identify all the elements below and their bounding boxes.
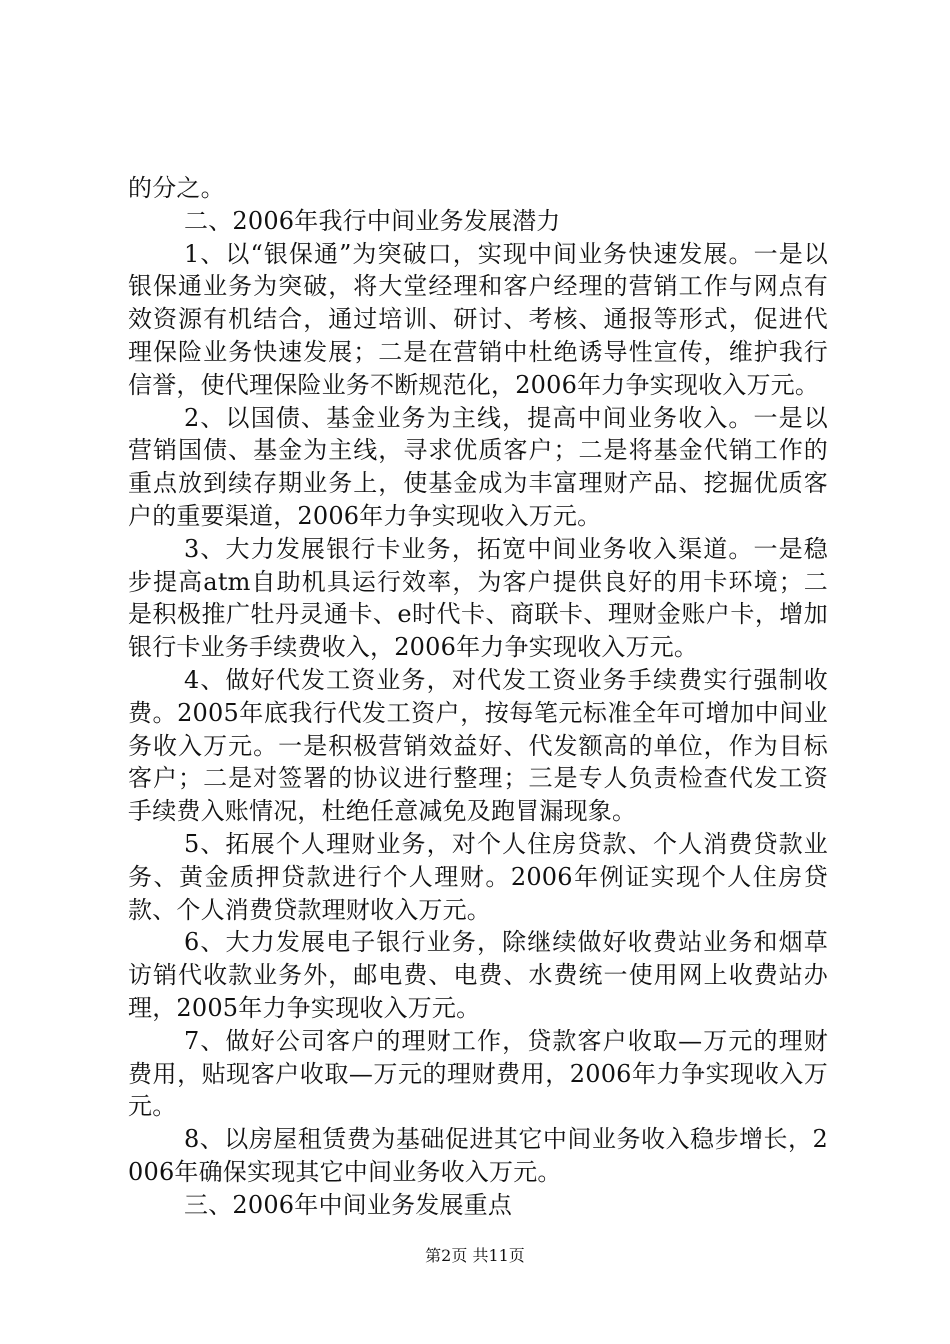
paragraph-item-7: 7、做好公司客户的理财工作，贷款客户收取—万元的理财费用，贴现客户收取—万元的理财费用，2006年力争实现收入万元。 [128,1026,828,1121]
document-body [128,172,828,1222]
paragraph-item-2: 2、以国债、基金业务为主线，提高中间业务收入。一是以营销国债、基金为主线，寻求优质客户；二是将基金代销工作的重点放到续存期业务上，使基金成为丰富理财产品、挖掘优质客户的重要渠道，2006年力争实现收入万元。 [128,403,828,530]
paragraph-item-4: 4、做好代发工资业务，对代发工资业务手续费实行强制收费。2005年底我行代发工资户，按每笔元标准全年可增加中间业务收入万元。一是积极营销效益好、代发额高的单位，作为目标客户；二是对签署的协议进行整理；三是专人负责检查代发工资手续费入账情况，杜绝任意减免及跑冒漏现象。 [128,665,828,826]
page-number-footer: 第2页 共11页 [425,1246,525,1265]
paragraph-continuation: 的分之。 [128,174,225,202]
section-heading-3: 三、2006年中间业务发展重点 [184,1190,513,1219]
paragraph-item-5: 5、拓展个人理财业务，对个人住房贷款、个人消费贷款业务、黄金质押贷款进行个人理财。2006年例证实现个人住房贷款、个人消费贷款理财收入万元。 [128,829,828,924]
paragraph-item-1: 1、以“银保通”为突破口，实现中间业务快速发展。一是以银保通业务为突破，将大堂经理和客户经理的营销工作与网点有效资源有机结合，通过培训、研讨、考核、通报等形式，促进代理保险业务快速发展；二是在营销中杜绝诱导性宣传，维护我行信誉，使代理保险业务不断规范化，2006年力争实现收入万元。 [128,239,828,399]
paragraph-item-8: 8、以房屋租赁费为基础促进其它中间业务收入稳步增长，2006年确保实现其它中间业务收入万元。 [128,1125,828,1186]
paragraph-item-3: 3、大力发展银行卡业务，拓宽中间业务收入渠道。一是稳步提高atm自助机具运行效率，为客户提供良好的用卡环境；二是积极推广牡丹灵通卡、e时代卡、商联卡、理财金账户卡，增加银行卡业务手续费收入，2006年力争实现收入万元。 [128,534,828,662]
section-heading-2: 二、2006年我行中间业务发展潜力 [184,206,561,235]
paragraph-item-6: 6、大力发展电子银行业务，除继续做好收费站业务和烟草访销代收款业务外，邮电费、电费、水费统一使用网上收费站办理，2005年力争实现收入万元。 [128,928,828,1022]
